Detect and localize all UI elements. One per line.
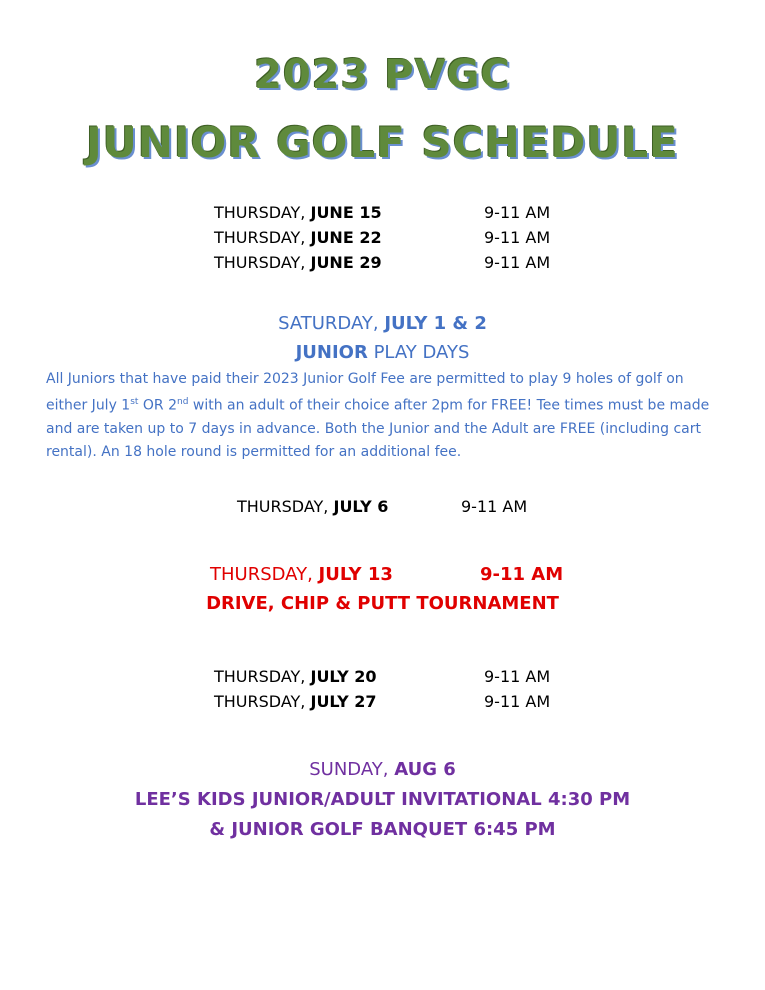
schedule-day: THURSDAY, [214,667,311,686]
schedule-time: 9-11 AM [484,203,551,222]
schedule-date: JUNE 22 [310,228,382,247]
schedule-time: 9-11 AM [484,253,551,272]
schedule-day: THURSDAY, [214,692,311,711]
description-part: OR 2 [138,397,177,414]
play-days-description [46,368,716,464]
schedule-time: 9-11 AM [480,564,564,585]
aug-date [0,759,765,780]
schedule-day: THURSDAY, [210,564,319,585]
play-days-date [0,313,765,334]
schedule-date: JULY 13 [318,564,393,585]
aug-event-line-2: & JUNIOR GOLF BANQUET 6:45 PM [209,819,556,840]
schedule-time: 9-11 AM [484,692,551,711]
schedule-date: JULY 27 [310,692,377,711]
schedule-day: THURSDAY, [237,497,334,516]
schedule-row [214,692,377,711]
schedule-date: JUNE 15 [310,203,382,222]
description-sup: nd [177,397,189,407]
play-days-title-rest: PLAY DAYS [367,342,470,363]
schedule-row [214,667,377,686]
play-days-title [0,342,765,363]
schedule-day: THURSDAY, [214,203,311,222]
schedule-row-highlight [210,564,393,585]
aug-day: SUNDAY, [309,759,395,780]
schedule-time: 9-11 AM [484,667,551,686]
schedule-date: JULY 20 [310,667,377,686]
schedule-time: 9-11 AM [484,228,551,247]
description-part: with an adult of their choice after 2pm for FREE! Tee times must be made and are taken up to 7 days in advance. Both the Junior and the Adult are FREE (including cart rental). An 18 hole round is permitted for an additional fee. [46,397,710,460]
aug-date-bold: AUG 6 [394,759,456,780]
play-days-date-bold: JULY 1 & 2 [384,313,487,334]
play-days-title-bold: JUNIOR [295,342,368,363]
description-part: All Juniors that have paid their 2023 Junior Golf Fee are permitted to play 9 holes of golf on either July 1 [46,371,684,414]
schedule-date: JULY 6 [333,497,389,516]
schedule-row [214,203,382,222]
schedule-row [237,497,388,516]
title-line-1: 2023 PVGC [254,52,511,98]
schedule-row [214,253,382,272]
schedule-time: 9-11 AM [461,497,528,516]
description-sup: st [130,397,139,407]
title-line-2: JUNIOR GOLF SCHEDULE [86,118,679,167]
schedule-date: JUNE 29 [310,253,382,272]
play-days-day: SATURDAY, [278,313,385,334]
schedule-row [214,228,382,247]
schedule-day: THURSDAY, [214,228,311,247]
tournament-name: DRIVE, CHIP & PUTT TOURNAMENT [206,593,559,614]
aug-event-line-1: LEE’S KIDS JUNIOR/ADULT INVITATIONAL 4:30 PM [134,789,631,810]
schedule-day: THURSDAY, [214,253,311,272]
